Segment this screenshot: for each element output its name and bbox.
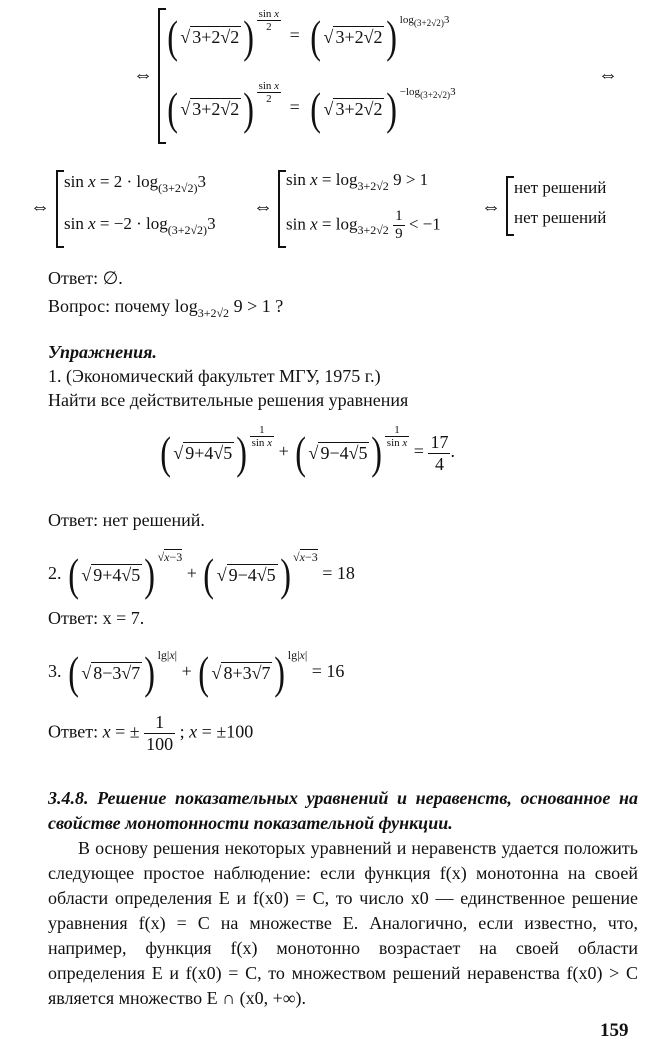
- exercise-3-equation: 3. ( √ 8−3√7) $^{lg|x|}$ + ( √ 8+3√7) $^{lg|x|}$ = 16: [48, 647, 345, 698]
- second-system-line2: $\sin x = -2 \cdot \log_{(3+2√2)}3$: [64, 214, 216, 237]
- exercise-2-equation: 2. ( √ 9+4√5) $^{√x-3}$ + ( √ 9−4√5) $^{√x-3}$ = 18: [48, 549, 355, 600]
- section-heading: 3.4.8. Решение показательных уравнений и неравенств, основанное на свойстве монотонности показательной функции.: [48, 788, 638, 833]
- top-system-row2: ( √ 3+2√2) $^{\frac{\text{sin x}}{2}}$ = ( √ 3+2√2) $^{-log_{(3+2√2)}3}$: [167, 79, 456, 134]
- body-paragraph: В основу решения некоторых уравнений и неравенств удается положить следующее простое наблюдение: если функция f(x) монотонна на своей области определения E и f(x0) = C, то число x0 — единственное решение уравнения f(x) = C на множестве E. Аналогично, если известно, что, например, функция f(x) монотонно возрастает на своей области определения E и f(x0) = C, то множеством решений неравенства f(x0) > C является множество E ∩ (x0, +∞).: [48, 838, 638, 1008]
- second-system-result2: нет решений: [514, 208, 607, 227]
- second-system-bracket1: [56, 170, 64, 248]
- question: [48, 296, 284, 320]
- exercise-1-source: 1. (Экономический факультет МГУ, 1975 г.): [48, 366, 381, 386]
- second-system-arrow2: ⇔: [253, 196, 273, 218]
- exercise-1-equation: ( √ 9+4√5) $^{\frac{1}{\text{sin x}}}$ + ( √ 9−4√5) $^{\frac{1}{\text{sin x}}}$ = $\frac{17}{4}$ .: [160, 423, 455, 478]
- exercise-2-number: 2.: [48, 563, 62, 584]
- exercises-title: Упражнения.: [48, 342, 157, 362]
- second-system-result1: нет решений: [514, 178, 607, 197]
- answer-1: Ответ: ∅.: [48, 268, 123, 288]
- exercise-3-number: 3.: [48, 661, 62, 682]
- exercise-2-answer: Ответ: x = 7.: [48, 608, 145, 628]
- question-label: Вопрос: почему: [48, 296, 171, 316]
- second-system-line4: $\sin x = \log_{3+2√2}$ $\frac{1}{9}$ < −1: [286, 208, 441, 242]
- top-system-arrow-right: ⇔: [598, 64, 618, 86]
- exercise-1-answer: Ответ: нет решений.: [48, 510, 205, 530]
- exercise-3-answer-label: Ответ:: [48, 721, 99, 742]
- second-system-bracket2: [278, 170, 286, 248]
- second-system-arrow3: ⇔: [481, 196, 501, 218]
- second-system-bracket3: [506, 176, 514, 236]
- exercise-1-task: Найти все действительные решения уравнения: [48, 390, 409, 410]
- exercise-3-answer: Ответ: x = ± $\frac{1}{100}$ ; x = ±100: [48, 712, 254, 754]
- question-expr: $\log_{3+2√2} 9 > 1$ ?: [174, 296, 284, 320]
- second-system-line3: $\sin x = \log_{3+2√2} 9 > 1$: [286, 170, 429, 193]
- second-system-line1: $\sin x = 2 \cdot \log_{(3+2√2)}3$: [64, 172, 206, 195]
- second-system-arrow1: ⇔: [30, 196, 50, 218]
- top-system-arrow: ⇔: [133, 64, 153, 86]
- page-number: 159: [600, 1020, 629, 1041]
- top-system-row1: ( √ 3+2√2) $^{\frac{\text{sin x}}{2}}$ = ( √ 3+2√2) $^{log_{(3+2√2)}3}$: [167, 7, 450, 62]
